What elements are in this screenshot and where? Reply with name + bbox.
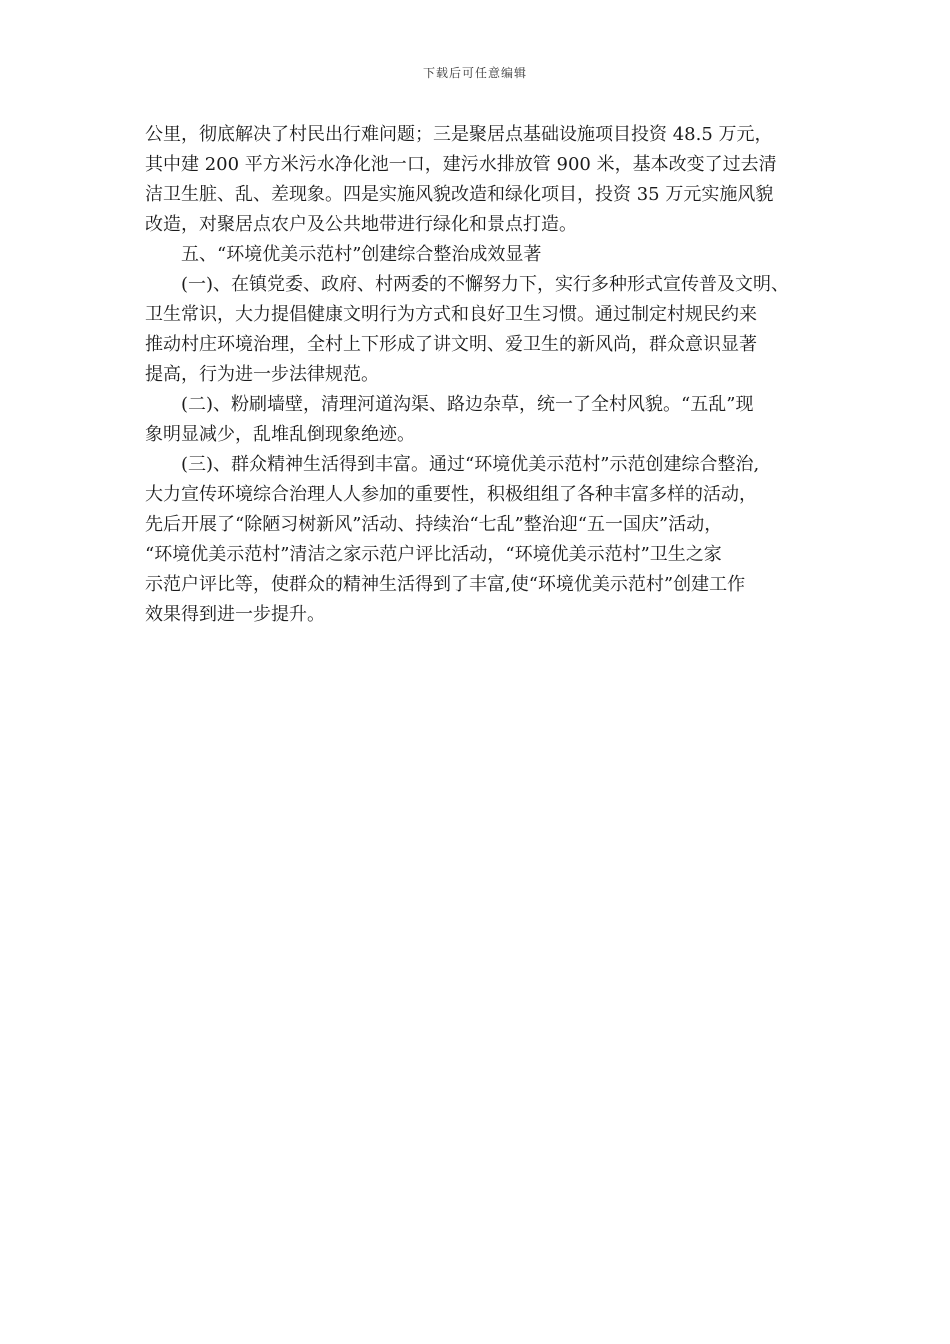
text-line: (一)、在镇党委、政府、村两委的不懈努力下，实行多种形式宣传普及文明、 — [181, 274, 790, 295]
text-line: 五、“环境优美示范村”创建综合整治成效显著 — [181, 244, 542, 265]
text-line: 示范户评比等，使群众的精神生活得到了丰富,使“环境优美示范村”创建工作 — [145, 574, 746, 595]
text-line: 卫生常识，大力提倡健康文明行为方式和良好卫生习惯。通过制定村规民约来 — [145, 304, 757, 325]
text-line: (二)、粉刷墙壁，清理河道沟渠、路边杂草，统一了全村风貌。“五乱”现 — [181, 394, 754, 415]
text-line: (三)、群众精神生活得到丰富。通过“环境优美示范村”示范创建综合整治, — [181, 454, 760, 475]
text-line: 提高，行为进一步法律规范。 — [145, 364, 379, 385]
text-line: 改造，对聚居点农户及公共地带进行绿化和景点打造。 — [145, 214, 577, 235]
text-line: “环境优美示范村”清洁之家示范户评比活动，“环境优美示范村”卫生之家 — [145, 544, 722, 565]
text-line: 公里，彻底解决了村民出行难问题；三是聚居点基础设施项目投资 48.5 万元， — [145, 124, 773, 145]
text-line: 其中建 200 平方米污水净化池一口，建污水排放管 900 米，基本改变了过去清 — [145, 154, 777, 175]
paragraph-item-one — [145, 270, 815, 390]
text-line: 先后开展了“除陋习树新风”活动、持续治“七乱”整治迎“五一国庆”活动， — [145, 514, 723, 535]
text-line: 效果得到进一步提升。 — [145, 604, 325, 625]
section-heading-five — [145, 240, 815, 270]
paragraph-item-two — [145, 390, 815, 450]
text-line: 大力宣传环境综合治理人人参加的重要性，积极组组了各种丰富多样的活动， — [145, 484, 757, 505]
text-line: 推动村庄环境治理，全村上下形成了讲文明、爱卫生的新风尚，群众意识显著 — [145, 334, 757, 355]
paragraph-item-three — [145, 450, 815, 630]
document-body — [145, 120, 815, 630]
text-line: 洁卫生脏、乱、差现象。四是实施风貌改造和绿化项目，投资 35 万元实施风貌 — [145, 184, 774, 205]
text-line: 象明显减少，乱堆乱倒现象绝迹。 — [145, 424, 415, 445]
page-header: 下载后可任意编辑 — [422, 66, 527, 80]
paragraph-infrastructure — [145, 120, 815, 240]
